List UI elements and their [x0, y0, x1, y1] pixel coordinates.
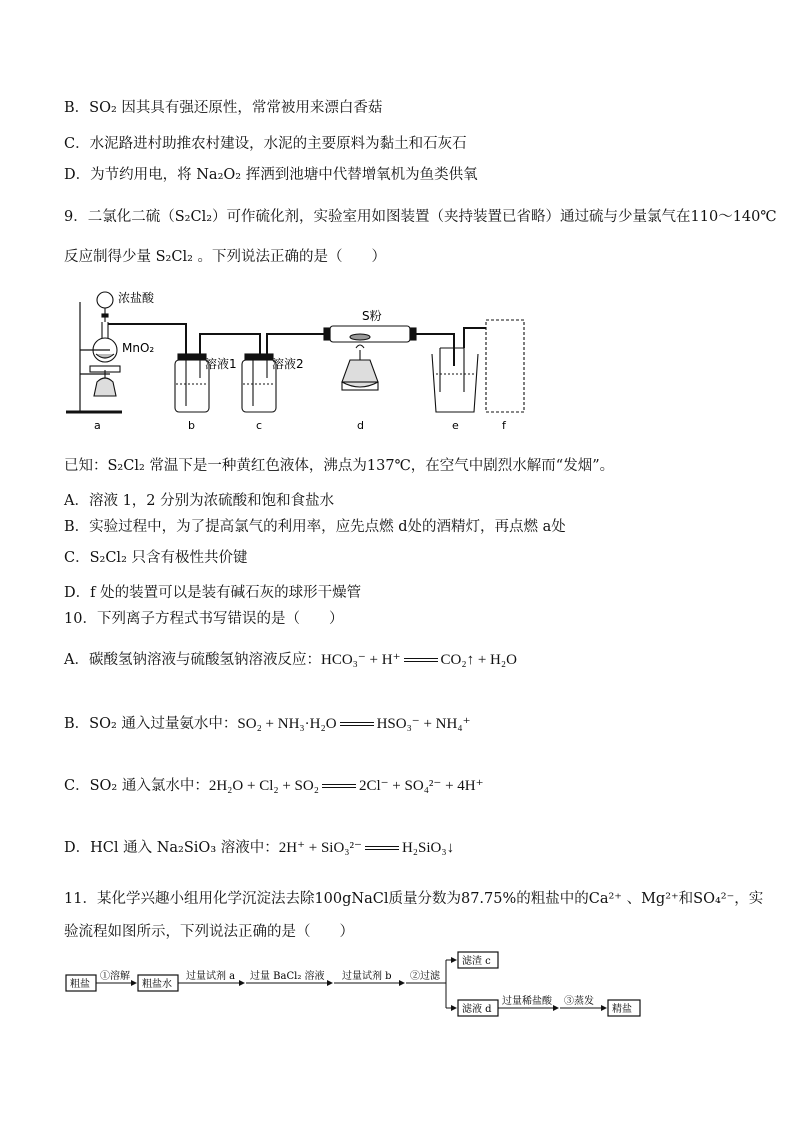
q10-option-d [64, 838, 454, 858]
q8-option-d: D．为节约用电，将 Na₂O₂ 挥洒到池塘中代替增氧机为鱼类供氧 [64, 167, 478, 183]
q9-stem-line2: 反应制得少量 S₂Cl₂ 。下列说法正确的是（ ） [64, 249, 387, 265]
q10-a-rhs: CO₂↑ + H₂O [440, 652, 517, 668]
q10-b-rhs: HSO₃⁻ + NH₄⁺ [376, 716, 471, 732]
label-c: c [256, 419, 263, 432]
q9-option-b: B．实验过程中，为了提高氯气的利用率，应先点燃 d处的酒精灯，再点燃 a处 [64, 519, 566, 535]
label-d: d [357, 419, 364, 432]
label-f: f [502, 419, 506, 432]
equals-sign [404, 658, 438, 662]
q10-option-c [64, 776, 484, 796]
equals-sign [340, 722, 374, 726]
equals-sign [365, 846, 399, 850]
q10-stem: 10．下列离子方程式书写错误的是（ ） [64, 611, 344, 627]
flow-step-hcl: 过量稀盐酸 [502, 996, 552, 1007]
label-b: b [188, 419, 195, 432]
q9-stem-line1: 9．二氯化二硫（S₂Cl₂）可作硫化剂，实验室用如图装置（夹持装置已省略）通过硫与少量氯气在110～140℃ [64, 209, 777, 225]
q10-a-lhs: HCO₃⁻ + H⁺ [320, 652, 401, 668]
q10-c-lhs: 2H₂O + Cl₂ + SO₂ [208, 778, 319, 794]
delivery-tube-3 [267, 334, 330, 354]
q10-b-prefix: B．SO₂ 通入过量氨水中： [64, 716, 238, 732]
flow-step-dissolve: ①溶解 [100, 971, 130, 982]
label-solution1: 溶液1 [205, 357, 237, 371]
q9-option-a: A．溶液 1，2 分别为浓硫酸和饱和食盐水 [64, 493, 335, 509]
q10-c-prefix: C．SO₂ 通入氯水中： [64, 778, 209, 794]
label-a: a [94, 419, 101, 432]
wash-bottle-c [242, 354, 276, 412]
q10-b-lhs: SO₂ + NH₃·H₂O [237, 716, 337, 732]
delivery-tube-4 [416, 334, 454, 366]
separatory-funnel [97, 292, 113, 322]
equals-sign [322, 784, 356, 788]
q10-option-a [64, 650, 517, 670]
q9-known-info: 已知：S₂Cl₂ 常温下是一种黄红色液体，沸点为137℃，在空气中剧烈水解而“发烟”。 [64, 458, 615, 474]
q9-option-d: D．f 处的装置可以是装有碱石灰的球形干燥管 [64, 585, 362, 601]
label-solution2: 溶液2 [272, 357, 304, 371]
label-s-powder: S粉 [362, 309, 382, 323]
q10-d-lhs: 2H⁺ + SiO₃²⁻ [278, 840, 362, 856]
flow-step-filter: ②过滤 [410, 971, 440, 982]
q10-option-b [64, 714, 471, 734]
flow-step-evaporate: ③蒸发 [564, 996, 594, 1007]
flow-step-reagent-a: 过量试剂 a [186, 971, 236, 982]
label-e: e [452, 419, 459, 432]
flow-step-reagent-b: 过量试剂 b [342, 971, 392, 982]
q10-c-rhs: 2Cl⁻ + SO₄²⁻ + 4H⁺ [358, 778, 484, 794]
flow-text-filtrate-d: 滤液 d [462, 1004, 492, 1015]
q9-option-c: C．S₂Cl₂ 只含有极性共价键 [64, 550, 248, 566]
apparatus-f-box [486, 320, 524, 412]
q10-a-prefix: A．碳酸氢钠溶液与硫酸氢钠溶液反应： [64, 652, 321, 668]
flow-text-residue-c: 滤渣 c [462, 956, 491, 967]
burner-d [342, 345, 378, 390]
flow-step-bacl2: 过量 BaCl₂ 溶液 [250, 971, 325, 982]
q10-d-prefix: D．HCl 通入 Na₂SiO₃ 溶液中： [64, 840, 279, 856]
flow-text-brine: 粗盐水 [142, 979, 172, 990]
label-conc-hcl: 浓盐酸 [118, 291, 155, 305]
reaction-tube-d [324, 326, 416, 342]
label-mno2: MnO₂ [122, 341, 155, 355]
q9-apparatus-figure [60, 282, 530, 442]
q10-d-rhs: H₂SiO₃↓ [401, 840, 455, 856]
q11-stem-line1: 11．某化学兴趣小组用化学沉淀法去除100gNaCl质量分数为87.75%的粗盐中的Ca²⁺ 、Mg²⁺和SO₄²⁻，实 [64, 891, 764, 907]
flask-a [90, 322, 120, 372]
q8-option-c: C．水泥路进村助推农村建设，水泥的主要原料为黏土和石灰石 [64, 136, 467, 152]
flow-text-crude-salt: 粗盐 [70, 979, 90, 990]
delivery-tube-5 [464, 328, 486, 348]
q11-flowchart [64, 950, 664, 1022]
wash-bottle-b [175, 354, 209, 412]
flow-text-refined-salt: 精盐 [612, 1004, 632, 1015]
q11-stem-line2: 验流程如图所示，下列说法正确的是（ ） [64, 924, 354, 940]
q8-option-b: B．SO₂ 因其具有强还原性，常常被用来漂白香菇 [64, 100, 383, 116]
